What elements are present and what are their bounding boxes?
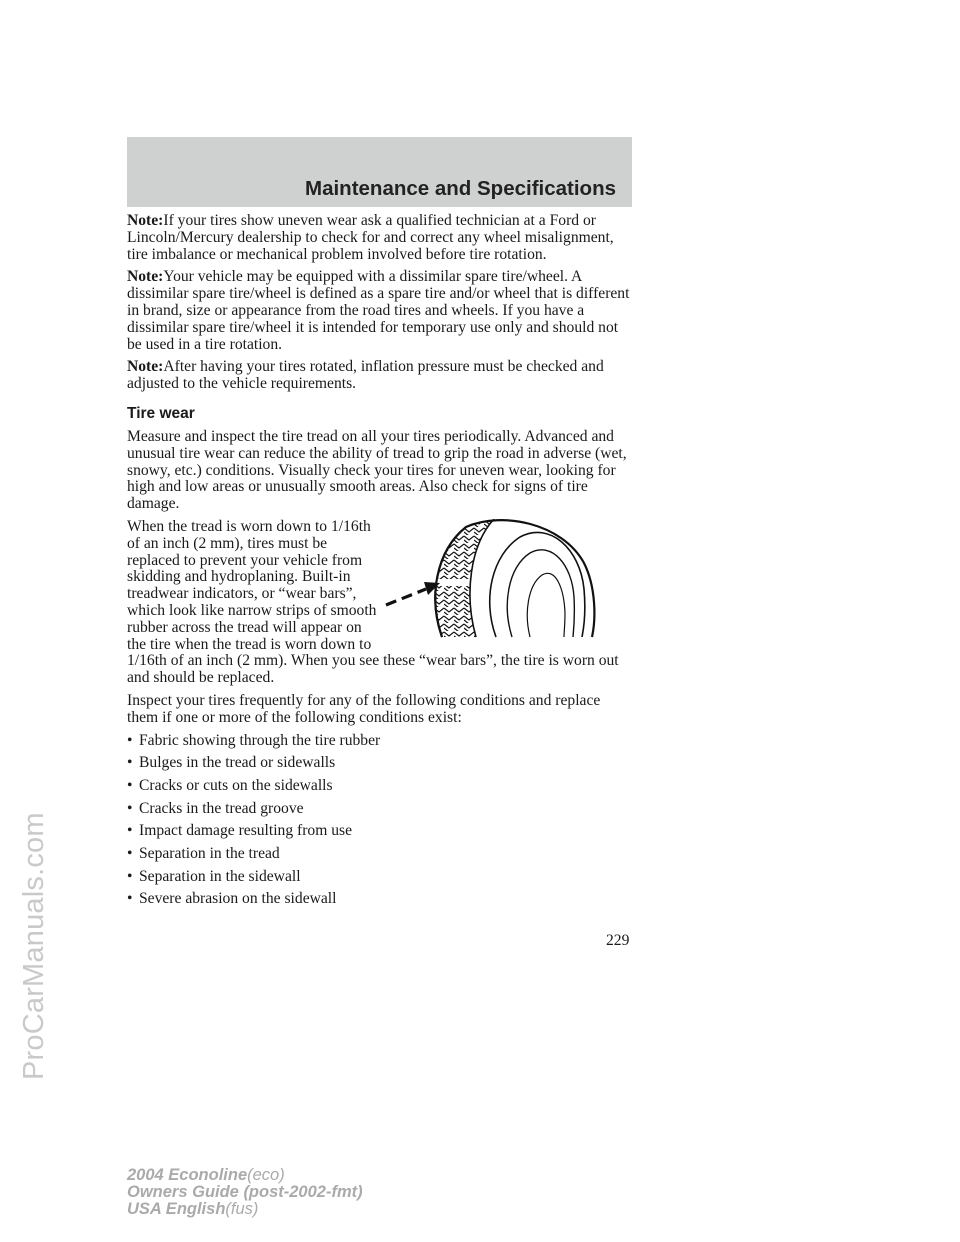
bullet-icon: •: [127, 776, 133, 794]
list-item: [127, 846, 634, 863]
footer-model: 2004 Econoline: [127, 1166, 248, 1184]
note-label: Note:: [127, 268, 164, 286]
tire-wear-heading: Tire wear: [127, 404, 195, 422]
bullet-icon: •: [127, 799, 133, 817]
note-dissimilar-spare: [127, 269, 634, 353]
replacement-conditions-list: [127, 733, 634, 909]
footer-language: USA English: [127, 1200, 226, 1218]
section-header-band: [127, 137, 632, 207]
list-item: [127, 733, 634, 750]
section-title: Maintenance and Specifications: [305, 177, 616, 200]
note-text: If your tires show uneven wear ask a qualified technician at a Ford or Lincoln/Mercury dealership to check for and correct any wheel misalignment, tire imbalance or mechanical problem involved before tire rotation.: [127, 212, 614, 263]
page-content: [127, 213, 634, 914]
wear-bars-paragraph: [127, 519, 634, 687]
condition-text: Severe abrasion on the sidewall: [139, 890, 337, 908]
list-item: [127, 823, 634, 840]
footer-guide: Owners Guide (post-2002-fmt): [127, 1183, 363, 1201]
note-inflation: [127, 359, 634, 393]
condition-text: Separation in the sidewall: [139, 867, 301, 885]
bullet-icon: •: [127, 754, 133, 772]
footer-model-code: (eco): [247, 1166, 285, 1184]
condition-text: Cracks or cuts on the sidewalls: [139, 776, 333, 794]
note-label: Note:: [127, 212, 164, 229]
page-number: 229: [606, 932, 630, 949]
wear-bars-text: When the tread is worn down to 1/16th of an inch (2 mm), tires must be replaced to prevent your vehicle from skidding and hydroplaning. Built-in treadwear indicators, or “wear bars”, which look like narrow strips of smooth rubber across the tread will appear on the tire when the tread is worn down to 1/16th of an inch (2 mm). When you see these “wear bars”, the tire is worn out and should be replaced.: [127, 517, 619, 687]
note-label: Note:: [127, 358, 164, 376]
note-text: After having your tires rotated, inflation pressure must be checked and adjusted to the vehicle requirements.: [127, 358, 604, 393]
footer-line-model: [127, 1167, 363, 1184]
list-item: [127, 778, 634, 795]
footer-line-guide: [127, 1184, 363, 1201]
document-footer: [127, 1167, 363, 1218]
note-text: Your vehicle may be equipped with a dissimilar spare tire/wheel. A dissimilar spare tire/wheel is defined as a spare tire and/or wheel that is different in brand, size or appearance from the road tires and wheels. If you have a dissimilar spare tire/wheel it is intended for temporary use only and should not be used in a tire rotation.: [127, 268, 630, 353]
condition-text: Cracks in the tread groove: [139, 799, 304, 817]
bullet-icon: •: [127, 731, 133, 749]
bullet-icon: •: [127, 867, 133, 885]
footer-line-language: [127, 1201, 363, 1218]
bullet-icon: •: [127, 890, 133, 908]
watermark-text: ProCarManuals.com: [18, 812, 50, 1080]
condition-text: Bulges in the tread or sidewalls: [139, 754, 336, 772]
bullet-icon: •: [127, 844, 133, 862]
condition-text: Separation in the tread: [139, 844, 280, 862]
note-misalignment: [127, 213, 634, 263]
list-item: [127, 869, 634, 886]
list-item: [127, 755, 634, 772]
footer-language-code: (fus): [225, 1200, 259, 1218]
tire-wear-bar-illustration: [384, 519, 634, 639]
inspect-intro: Inspect your tires frequently for any of the following conditions and replace them if one or more of the following conditions exist:: [127, 691, 601, 726]
condition-text: Fabric showing through the tire rubber: [139, 731, 381, 749]
bullet-icon: •: [127, 822, 133, 840]
tire-wear-intro: Measure and inspect the tire tread on all your tires periodically. Advanced and unusual tire wear can reduce the ability of tread to grip the road in adverse (wet, snowy, etc.) conditions. Visually check your tires for uneven wear, looking for high and low areas or unusually smooth areas. Also check for signs of tire damage.: [127, 427, 627, 513]
condition-text: Impact damage resulting from use: [139, 822, 353, 840]
list-item: [127, 891, 634, 908]
list-item: [127, 801, 634, 818]
